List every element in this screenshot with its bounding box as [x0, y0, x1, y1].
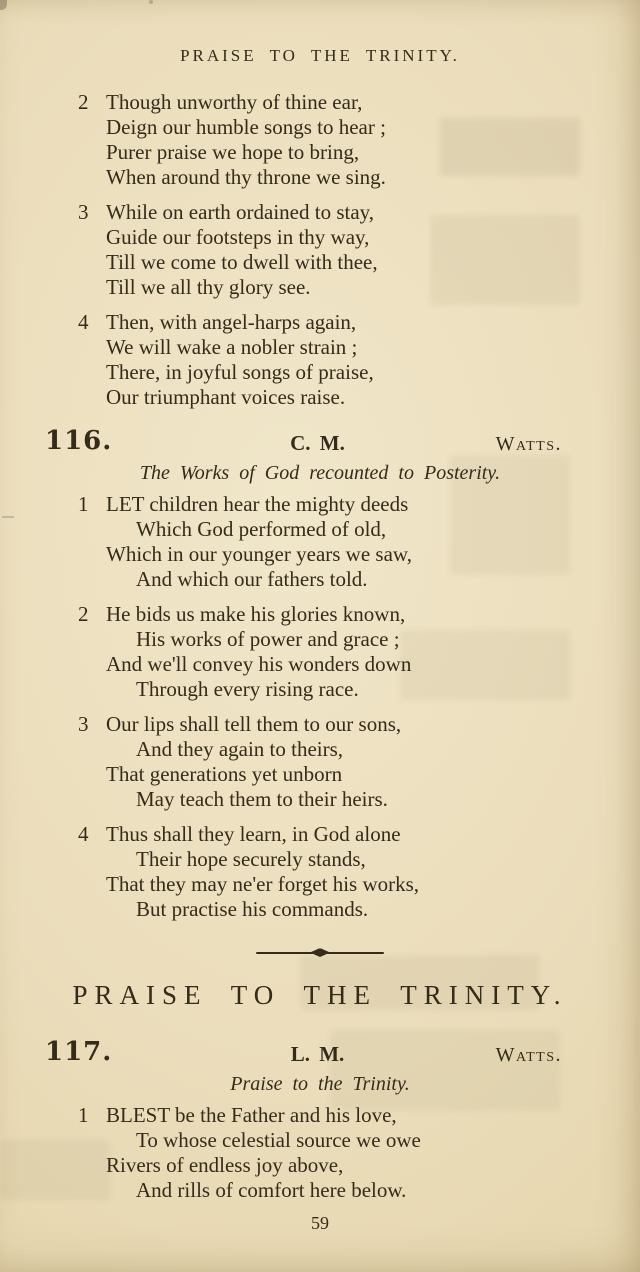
verse-line: To whose celestial source we owe: [136, 1128, 421, 1152]
hymn-meter: L. M.: [290, 1042, 345, 1066]
hymn-meter: C. M.: [290, 431, 345, 455]
verse-line: And which our fathers told.: [136, 567, 368, 591]
verse-line: There, in joyful songs of praise,: [106, 360, 374, 384]
verse-line: Our triumphant voices raise.: [106, 385, 346, 409]
verse-line: While on earth ordained to stay,: [106, 200, 375, 224]
scan-speck: [149, 0, 153, 4]
verse-line: And they again to theirs,: [136, 737, 344, 761]
verse-number: 1: [78, 492, 89, 516]
hymn-116-stanzas: [78, 492, 590, 922]
verse-number: 2: [78, 90, 89, 114]
section-heading: PRAISE TO THE TRINITY.: [72, 980, 568, 1010]
hymn-116: [45, 426, 590, 922]
verse-line: Which in our younger years we saw,: [106, 542, 412, 566]
verse-line: Purer praise we hope to bring,: [106, 140, 360, 164]
verse-line: Their hope securely stands,: [136, 847, 366, 871]
hymn-author: Watts.: [495, 433, 562, 455]
verse-line: LET children hear the mighty deeds: [106, 492, 409, 516]
verse-line: That generations yet unborn: [106, 762, 343, 786]
verse-line: BLEST be the Father and his love,: [106, 1103, 397, 1127]
stanza: [78, 492, 590, 592]
stanza: [78, 1103, 590, 1203]
verse-line: May teach them to their heirs.: [136, 787, 388, 811]
hymn-author: Watts.: [495, 1044, 562, 1066]
hymn-117-stanzas: [78, 1103, 590, 1203]
verse-number: 4: [78, 310, 89, 334]
hymn-title: The Works of God recounted to Posterity.: [139, 462, 501, 484]
verse-line: Our lips shall tell them to our sons,: [106, 712, 402, 736]
verse-line: Till we all thy glory see.: [106, 275, 311, 299]
verse-line: And rills of comfort here below.: [136, 1178, 407, 1202]
verse-line: Thus shall they learn, in God alone: [106, 822, 401, 846]
divider-diamond-icon: [310, 948, 330, 957]
verse-line: And we'll convey his wonders down: [106, 652, 412, 676]
verse-line: We will wake a nobler strain ;: [106, 335, 358, 359]
running-header: PRAISE TO THE TRINITY.: [180, 46, 460, 65]
verse-number: 2: [78, 602, 89, 626]
verse-line: That they may ne'er forget his works,: [106, 872, 420, 896]
section-divider-ornament: [256, 948, 384, 957]
verse-line: Through every rising race.: [136, 677, 359, 701]
stanza: [78, 712, 590, 812]
verse-line: But practise his commands.: [136, 897, 369, 921]
stanza: [78, 822, 590, 922]
verse-line: Deign our humble songs to hear ;: [106, 115, 386, 139]
hymn-title: Praise to the Trinity.: [230, 1073, 410, 1095]
verse-line: Guide our footsteps in thy way,: [106, 225, 370, 249]
hymn-117: [45, 1037, 590, 1203]
verse-number: 4: [78, 822, 89, 846]
verse-number: 1: [78, 1103, 89, 1127]
stanza: [78, 310, 590, 410]
previous-hymn-stanzas: [78, 90, 590, 410]
hymn-117-header: [45, 1037, 590, 1071]
verse-line: He bids us make his glories known,: [106, 602, 406, 626]
verse-line: Till we come to dwell with thee,: [106, 250, 378, 274]
verse-line: Rivers of endless joy above,: [106, 1153, 344, 1177]
page-content: [0, 90, 640, 1233]
hymn-number: 116.: [45, 426, 113, 456]
hymn-number: 117.: [45, 1037, 113, 1067]
verse-line: Though unworthy of thine ear,: [106, 90, 363, 114]
verse-number: 3: [78, 712, 89, 736]
stanza: [78, 90, 590, 190]
stanza: [78, 602, 590, 702]
stanza: [78, 200, 590, 300]
verse-line: When around thy throne we sing.: [106, 165, 386, 189]
hymn-116-header: [45, 426, 590, 460]
page-number: 59: [311, 1213, 329, 1233]
verse-line: His works of power and grace ;: [136, 627, 400, 651]
verse-line: Which God performed of old,: [136, 517, 387, 541]
verse-line: Then, with angel-harps again,: [106, 310, 357, 334]
verse-number: 3: [78, 200, 89, 224]
